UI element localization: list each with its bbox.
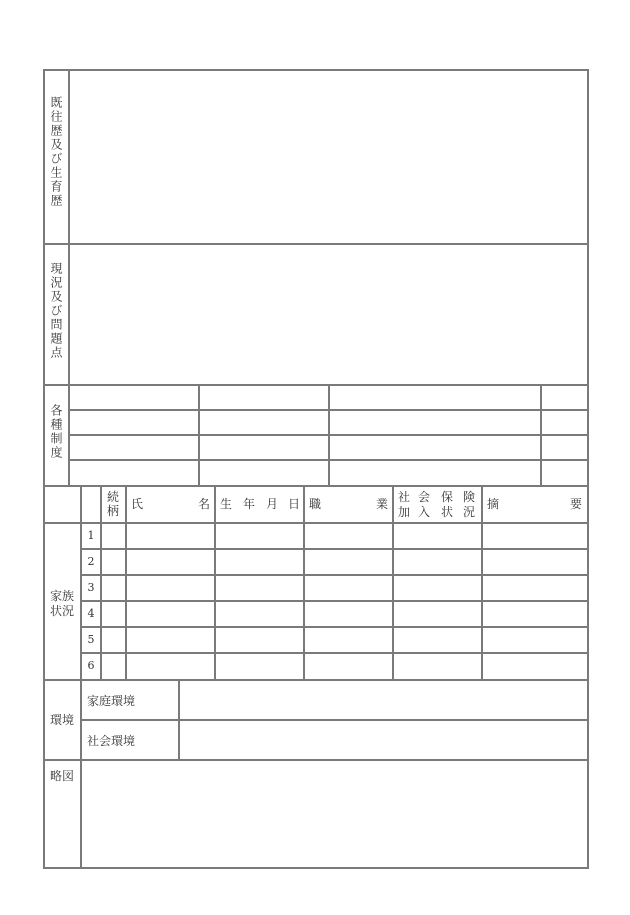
environment-label-divider <box>80 681 82 761</box>
social-environment-label: 社会環境 <box>87 734 136 748</box>
family-row-number: 2 <box>87 555 95 568</box>
family-header-bottom <box>43 522 589 524</box>
family-row-line-5 <box>80 652 589 654</box>
sketch-label: 略図 <box>50 769 75 783</box>
divider-current-systems <box>43 384 589 386</box>
environment-label: 環境 <box>50 713 75 727</box>
header-birth-3: 月 <box>266 497 279 511</box>
header-job-right: 業 <box>376 497 389 511</box>
family-row-number: 4 <box>87 607 95 620</box>
header-birth-1: 生 <box>220 497 233 511</box>
header-insurance-1: 社 <box>398 490 411 504</box>
header-memo-left: 摘 <box>487 497 500 511</box>
sketch-area[interactable] <box>82 761 587 867</box>
family-label-line1: 家族 <box>50 589 75 603</box>
family-label-line2: 状況 <box>50 604 75 618</box>
header-insurance-3: 保 <box>441 490 454 504</box>
family-row-number: 1 <box>87 529 95 542</box>
family-row-line-1 <box>80 548 589 550</box>
history-content-area[interactable] <box>70 71 587 244</box>
home-environment-field[interactable] <box>180 681 587 719</box>
header-relation-line2: 柄 <box>107 504 120 518</box>
social-environment-field[interactable] <box>180 721 587 759</box>
header-insurance-6: 入 <box>418 505 431 519</box>
header-job-left: 職 <box>309 497 322 511</box>
systems-col-line-3 <box>540 386 542 486</box>
current-situation-label: 現況及び問題点 <box>49 262 63 360</box>
family-row-number: 3 <box>87 581 95 594</box>
history-label: 既往歴及び生育歴 <box>49 96 63 208</box>
systems-label: 各種制度 <box>49 404 63 460</box>
systems-col-line-2 <box>328 386 330 486</box>
family-row-number: 5 <box>87 633 95 646</box>
family-row-line-4 <box>80 626 589 628</box>
header-insurance-2: 会 <box>418 490 431 504</box>
header-relation-line1: 続 <box>107 490 120 504</box>
current-situation-content-area[interactable] <box>70 245 587 384</box>
header-memo-right: 要 <box>570 497 583 511</box>
header-name-left: 氏 <box>131 497 144 511</box>
header-insurance-7: 状 <box>441 505 454 519</box>
home-environment-label: 家庭環境 <box>87 694 136 708</box>
header-insurance-4: 険 <box>463 490 476 504</box>
header-insurance-5: 加 <box>398 505 411 519</box>
header-insurance-8: 況 <box>463 505 476 519</box>
header-birth-2: 年 <box>243 497 256 511</box>
family-row-line-3 <box>80 600 589 602</box>
systems-label-divider <box>68 386 70 486</box>
header-birth-4: 日 <box>288 497 301 511</box>
family-row-line-2 <box>80 574 589 576</box>
family-row-number: 6 <box>87 659 95 672</box>
systems-col-line-1 <box>198 386 200 486</box>
header-name-right: 名 <box>198 497 211 511</box>
